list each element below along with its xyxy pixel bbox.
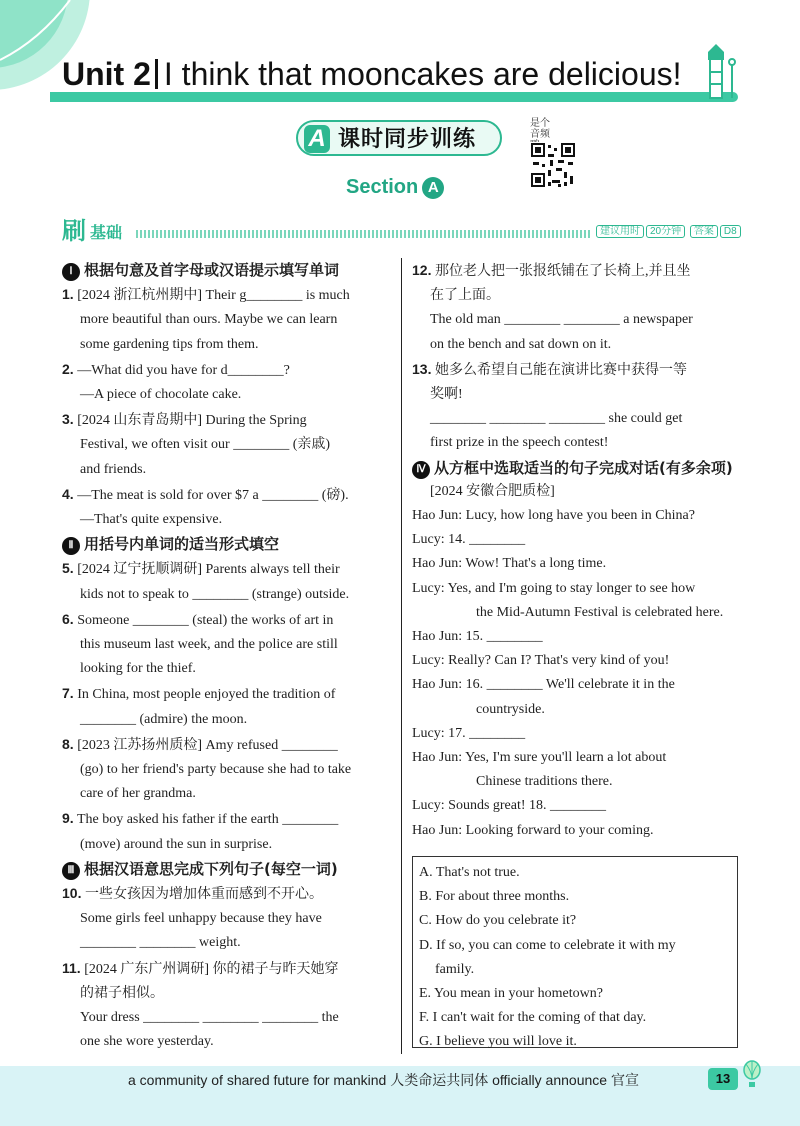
section-number-icon: Ⅲ — [62, 862, 80, 880]
question-number: 13. — [412, 360, 432, 377]
question-number: 10. — [62, 885, 82, 902]
dialogue-continuation: Chinese traditions there. — [476, 774, 613, 790]
column-divider — [401, 258, 402, 1054]
question-text: [2024 辽宁抚顺调研] Parents always tell their — [77, 562, 340, 578]
question-continuation: [2024 安徽合肥质检] — [430, 483, 555, 499]
question-continuation: some gardening tips from them. — [80, 336, 259, 352]
question-continuation: care of her grandma. — [80, 786, 196, 802]
question-continuation: (go) to her friend's party because she had to take — [80, 762, 352, 778]
dialogue-line: Lucy: Sounds great! 18. ________ — [412, 798, 607, 814]
section-label: Section — [346, 176, 419, 198]
dialogue-line: Lucy: Yes, and I'm going to stay longer to see how — [412, 580, 696, 596]
lighthouse-icon — [696, 44, 742, 100]
question-text: 她多么希望自己能在演讲比赛中获得一等 — [434, 362, 687, 378]
question-line — [62, 806, 390, 832]
time-value: 20分钟 — [646, 225, 685, 238]
dialogue-line: Hao Jun: 16. ________ We'll celebrate it in the — [412, 677, 675, 693]
section-heading-text: 用括号内单词的适当形式填空 — [84, 535, 280, 554]
page-number: 13 — [708, 1068, 738, 1090]
question-line — [62, 556, 390, 582]
qr-code-icon[interactable] — [530, 142, 576, 188]
question-text: —What did you have for d________? — [77, 362, 290, 378]
strip-label: 基础 — [90, 225, 123, 242]
lesson-badge — [296, 120, 502, 156]
question-text: 那位老人把一张报纸铺在了长椅上,并且坐 — [434, 264, 691, 279]
question-text: The boy asked his father if the earth ________ — [76, 812, 339, 828]
question-continuation: 奖啊! — [430, 387, 463, 403]
question-continuation: this museum last week, and the police are still — [80, 637, 338, 653]
section-heading — [62, 258, 390, 282]
strip-meta — [596, 224, 743, 240]
dialogue-line: Hao Jun: Looking forward to your coming. — [412, 822, 654, 838]
question-line — [62, 681, 390, 707]
dialogue-continuation: the Mid-Autumn Festival is celebrated here. — [476, 604, 724, 620]
question-continuation: kids not to speak to ________ (strange) outside. — [80, 586, 350, 602]
balloon-icon — [742, 1060, 762, 1090]
question-number: 5. — [62, 560, 74, 577]
answer-page: D8 — [720, 225, 741, 238]
section-heading — [62, 532, 390, 556]
question-line — [62, 282, 390, 308]
question-number: 8. — [62, 735, 74, 752]
section-number-icon: Ⅳ — [412, 461, 430, 479]
question-continuation: —A piece of chocolate cake. — [80, 387, 242, 403]
question-continuation: looking for the thief. — [80, 661, 196, 677]
question-continuation: Some girls feel unhappy because they have — [80, 911, 322, 927]
question-number: 2. — [62, 360, 74, 377]
question-text: [2024 浙江杭州期中] Their g________ is much — [77, 288, 350, 304]
question-continuation: The old man ________ ________ a newspaper — [430, 312, 693, 328]
title-separator — [155, 59, 158, 89]
question-number: 7. — [62, 685, 74, 702]
options-box — [412, 856, 738, 1048]
question-number: 3. — [62, 411, 74, 428]
section-number-icon: Ⅰ — [62, 263, 80, 281]
question-continuation: ________ ________ weight. — [80, 935, 241, 951]
question-continuation: first prize in the speech contest! — [430, 435, 609, 451]
question-text: 一些女孩因为增加体重而感到不开心。 — [84, 887, 323, 903]
question-line — [62, 482, 390, 508]
left-column — [62, 258, 390, 1055]
question-number: 12. — [412, 262, 432, 278]
section-letter: A — [422, 177, 444, 199]
question-continuation: Your dress ________ ________ ________ the — [80, 1010, 339, 1026]
dialogue-line: Lucy: 14. ________ — [412, 532, 526, 548]
option-item: D. If so, you can come to celebrate it with my — [419, 937, 676, 953]
section-heading-text: 从方框中选取适当的句子完成对话(有多余项) — [434, 458, 733, 477]
badge-letter: A — [304, 125, 330, 153]
question-line — [62, 956, 390, 982]
question-continuation: Festival, we often visit our ________ (亲戚) — [80, 437, 331, 453]
footer-text: a community of shared future for mankind 人类命运共同体 officially announce 官宣 — [128, 1072, 639, 1088]
section-heading — [62, 857, 390, 881]
question-continuation: one she wore yesterday. — [80, 1034, 214, 1050]
question-text: In China, most people enjoyed the tradition of — [77, 687, 336, 703]
dialogue-line: Hao Jun: Yes, I'm sure you'll learn a lot about — [412, 750, 667, 766]
question-line — [412, 357, 738, 383]
section-heading-text: 根据汉语意思完成下列句子(每空一词) — [84, 859, 338, 878]
question-line — [62, 407, 390, 433]
question-line — [62, 881, 390, 907]
dialogue-line: Hao Jun: Wow! That's a long time. — [412, 556, 607, 572]
question-continuation: 的裙子相似。 — [80, 985, 164, 1001]
question-number: 6. — [62, 610, 74, 627]
question-continuation: and friends. — [80, 461, 147, 477]
question-number: 1. — [62, 286, 74, 303]
time-label: 建议用时 — [596, 225, 644, 238]
question-line — [62, 357, 390, 383]
question-continuation: ________ ________ ________ she could get — [430, 411, 683, 427]
question-continuation: more beautiful than ours. Maybe we can learn — [80, 312, 338, 328]
option-item: B. For about three months. — [419, 889, 570, 905]
question-line — [62, 607, 390, 633]
answer-label: 答案 — [690, 225, 718, 238]
unit-title: I think that mooncakes are delicious! — [163, 56, 682, 92]
question-text: Someone ________ (steal) the works of art in — [77, 612, 334, 628]
option-item: E. You mean in your hometown? — [419, 986, 603, 1002]
question-number: 11. — [62, 959, 81, 976]
section-number-icon: Ⅱ — [62, 537, 80, 555]
question-line — [412, 258, 738, 284]
question-continuation: on the bench and sat down on it. — [430, 336, 612, 352]
question-continuation: —That's quite expensive. — [80, 512, 223, 528]
question-text: [2023 江苏扬州质检] Amy refused ________ — [77, 737, 338, 753]
option-item: F. I can't wait for the coming of that day. — [419, 1010, 647, 1026]
strip-icon: 刷 — [62, 219, 86, 245]
dialogue-line: Lucy: Really? Can I? That's very kind of you! — [412, 653, 670, 669]
option-item: A. That's not true. — [419, 865, 520, 880]
strip-dotted-line — [136, 230, 592, 238]
dialogue-line: Hao Jun: Lucy, how long have you been in China? — [412, 508, 695, 524]
question-continuation: (move) around the sun in surprise. — [80, 836, 273, 852]
question-text: [2024 山东青岛期中] During the Spring — [77, 413, 307, 429]
question-continuation: ________ (admire) the moon. — [80, 711, 248, 727]
question-number: 9. — [62, 810, 74, 827]
section-title — [346, 174, 444, 200]
question-text: [2024 广东广州调研] 你的裙子与昨天她穿 — [84, 961, 339, 977]
question-continuation: 在了上面。 — [430, 288, 500, 304]
dialogue-continuation: countryside. — [476, 701, 545, 717]
page-title — [62, 52, 702, 96]
qr-label: 是个音频 — [530, 118, 550, 140]
question-number: 4. — [62, 485, 74, 502]
section-heading-text: 根据句意及首字母或汉语提示填写单词 — [84, 261, 340, 279]
option-item: G. I believe you will love it. — [419, 1034, 577, 1050]
question-text: —The meat is sold for over $7 a ________ (磅). — [77, 487, 349, 503]
dialogue-line: Hao Jun: 15. ________ — [412, 629, 543, 645]
section-heading — [412, 456, 738, 480]
unit-label: Unit 2 — [62, 56, 151, 92]
question-line — [62, 732, 390, 758]
option-item: C. How do you celebrate it? — [419, 913, 577, 929]
badge-text: 课时同步训练 — [338, 126, 477, 151]
dialogue-line: Lucy: 17. ________ — [412, 725, 526, 741]
right-column — [412, 258, 738, 843]
option-item: family. — [435, 961, 475, 977]
